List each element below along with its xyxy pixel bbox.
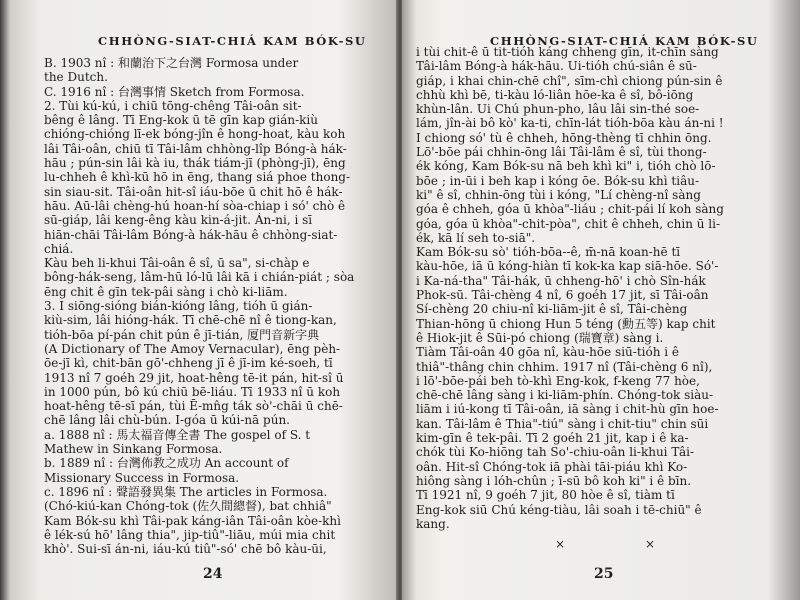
text-line: i lō'-bōe-pái beh tò-khì Eng-kok, f-keng 77 hòe, xyxy=(416,373,700,388)
text-line: hāu. Aū-lâi chèng-hú hoan-hí sòa-chiap i só' chò ê xyxy=(44,198,346,213)
text-line: hiān-chāi Tâi-lâm Bóng-à hák-hāu ê chhòng-siat- xyxy=(44,227,338,242)
text-line: sū-giáp, lâi keng-êng kàu kin-á-jit. Án-ni, i sī xyxy=(44,213,313,228)
text-line: lu-chheh ê khì-kū hō in ēng, thang siá phoe thong- xyxy=(44,170,351,185)
text-line: Tâi-lâm Bóng-à hák-hāu. Ui-tióh chú-siân ê sū- xyxy=(416,59,697,74)
text-line: Kàu beh li-khui Tâi-oân ê sî, ū sa", si-chàp e xyxy=(44,256,310,271)
text-line: 1913 nî 7 goéh 29 jit, hoat-hêng tē-it pán, hit-sî ū xyxy=(44,370,344,385)
text-line: góa ê chheh, góa ū khòa"-liáu ; chit-pái lí koh sàng xyxy=(416,202,724,217)
text-line: Tī 1921 nî, 9 goéh 7 jit, 80 hòe ê sî, tiàm tī xyxy=(416,488,675,503)
page-number: 25 xyxy=(594,566,614,582)
text-line: Eng-kok siū Chú kéng-tiàu, lâi soah i tē-chiū" ê xyxy=(416,502,702,517)
text-line: a. 1888 nî : 馬太福音傳全書 The gospel of S. t xyxy=(44,427,311,442)
left-page xyxy=(0,0,398,600)
right-page xyxy=(402,0,800,600)
text-line: Tiàm Tâi-oân 40 gōa nî, kàu-hōe siū-tióh i ê xyxy=(416,345,680,360)
text-line: i Ka-ná-tha" Tâi-hák, ū chheng-hō' i chò Sîn-hák xyxy=(416,273,706,288)
text-line: Missionary Success in Formosa. xyxy=(44,470,240,485)
text-line: liām i iú-kong tī Tâi-oân, iā sàng i chit-hù gīn hoe- xyxy=(416,402,719,417)
text-line: ék, kā lí seh to-siā". xyxy=(416,230,536,245)
text-line: hoat-hêng tē-sī pán, tùi Ē-mn̂g ták sò'-chāi ū chē- xyxy=(44,399,343,414)
text-line: thiâ"-thâng chin chhim. 1917 nî (Tâi-chèng 6 nî), xyxy=(416,359,713,374)
text-line: the Dutch. xyxy=(44,70,108,85)
cross-mark: × xyxy=(645,537,656,551)
text-line: ê Hiok-jit ê Sūi-pó chiong (瑞寶章) sàng i. xyxy=(416,330,664,345)
text-line: Mathew in Sinkang Formosa. xyxy=(44,442,223,457)
running-header: CHHÒNG-SIAT-CHIÁ KAM BÓK-SU xyxy=(98,34,367,48)
text-line: bông-hák-seng, lâm-hū ló-lū lâi kā i chián-piát ; sòa xyxy=(44,270,355,285)
text-line: lám, jîn-ài bô kò' ka-ti, chīn-lát tióh-bōa kàu án-ni ! xyxy=(416,116,724,131)
text-line: tióh-bōa pí-pán chit pún ê jī-tián, 厦門音新字典 xyxy=(44,327,320,342)
text-line: chē-chē lâng sàng i ki-liām-phín. Chóng-tok siàu- xyxy=(416,388,714,403)
text-line: Lō'-bōe pái chhin-ōng lâi Tâi-lâm ê sî, tùi thong- xyxy=(416,145,707,160)
text-line: I chiong só' tù ê chheh, hōng-thèng tī chhin ōng. xyxy=(416,130,712,145)
text-line: (A Dictionary of The Amoy Vernacular), ēng pèh- xyxy=(44,341,341,356)
text-line: ki" ê sî, chhin-ōng tùi i kóng, "Lí chèng-nî sàng xyxy=(416,187,701,202)
text-line: khùn-lân. Ui Chú phun-pho, lâu lâi sin-thé soe- xyxy=(416,102,700,117)
text-line: kang. xyxy=(416,516,450,531)
text-line: chióng-chióng lī-ek bóng-jîn ê hong-hoat, kàu koh xyxy=(44,127,346,142)
text-line: chiá. xyxy=(44,241,74,256)
text-line: i tùi chit-ê ū tit-tióh káng chheng gīn, it-chīn sàng xyxy=(416,45,719,59)
text-line: Kam Bók-su khì Tâi-pak káng-iân Tâi-oân kòe-khì xyxy=(44,513,341,528)
text-line: C. 1916 nî : 台灣事情 Sketch from Formosa. xyxy=(44,84,305,99)
text-line: kiù-sim, lâi hióng-hák. Tī chē-chē nî ê tiong-kan, xyxy=(44,313,337,328)
text-line: kim-gīn ê tek-pâi. Tī 2 goéh 21 jit, kap i ê ka- xyxy=(416,431,689,446)
text-line: ék kóng, Kam Bók-su nā beh khì ki" i, tióh chò lō- xyxy=(416,159,716,174)
text-line: c. 1896 nî : 聲語發異集 The articles in Formosa. xyxy=(44,484,328,499)
text-line: ê lék-sú hō' lâng thia", jip-tiû"-liāu, múi mia chit xyxy=(44,527,336,542)
text-line: sin siau-sit. Tâi-oân hit-sî iáu-bōe ū chit hō ê hák- xyxy=(44,184,343,199)
text-line: chhù khì bē, ti-kàu ló-liân hōe-ka ê sî, bô-iōng xyxy=(416,87,694,102)
text-line: lâi Tâi-oân, chiū tī Tâi-lâm chhòng-lîp Bóng-à hák- xyxy=(44,141,347,156)
page-number: 24 xyxy=(203,566,223,582)
text-line: Sí-chèng 20 chiu-nî ki-liām-jit ê sî, Tâi-chèng xyxy=(416,302,688,317)
text-line: 2. Tùi kú-kú, i chiū tōng-chêng Tâi-oân sit- xyxy=(44,98,302,113)
text-line: in 1000 pún, bô kú chiū bē-liáu. Tī 1933 nî ū koh xyxy=(44,384,341,399)
page-body xyxy=(416,45,786,531)
text-line: b. 1889 nî : 台灣佈教之成功 An account of xyxy=(44,456,289,471)
text-line: chē lâng lâi chù-bún. I-góa ū kúi-nā pún. xyxy=(44,413,290,428)
text-line: B. 1903 nî : 和蘭治下之台灣 Formosa under xyxy=(44,56,299,70)
text-line: góa, góa ū khòa"-chit-pòa", chit ê chheh, chin ū li- xyxy=(416,216,721,231)
text-line: kàu-hōe, iā ū kóng-hiàn tī kok-ka kap siā-hōe. Só'- xyxy=(416,259,719,274)
text-line: Thian-hōng ū chiong Hun 5 téng (勳五等) kap chit xyxy=(416,316,716,331)
text-line: bōe ; in-ūi i beh kap i kóng ōe. Bók-su khì tiâu- xyxy=(416,173,700,188)
running-header: CHHÒNG-SIAT-CHIÁ KAM BÓK-SU xyxy=(490,34,759,48)
text-line: ēng chit ê gīn tek-pâi sàng i chò ki-liām. xyxy=(44,284,288,299)
text-line: ōe-jī kì, chit-bān gō'-chheng jī ê jī-im ké-soeh, tī xyxy=(44,356,333,371)
text-line: giáp, i khai chin-chē chî", sīm-chì chiong pún-sin ê xyxy=(416,73,723,88)
text-line: (Chó-kiú-kan Chóng-tok (佐久間總督), bat chhiâ" xyxy=(44,499,332,514)
text-line: khò'. Sui-sī án-ni, iáu-kú tiû"-só' chē bô kàu-ūi, xyxy=(44,542,327,557)
text-line: hiông sàng i lóh-chûn ; ī-sū bô koh ki" i ê bīn. xyxy=(416,473,692,488)
text-line: Kam Bók-su sò' tióh-bōa--ê, m̄-nā koan-hē tī xyxy=(416,245,681,260)
text-line: 3. I siōng-sióng bián-kióng lâng, tióh ū gián- xyxy=(44,299,313,314)
text-line: bêng ê lâng. Tī Eng-kok ū tē gīn kap gián-kiù xyxy=(44,113,318,128)
page-body xyxy=(44,56,384,556)
text-line: Phok-sū. Tâi-chèng 4 nî, 6 goéh 17 jit, sī Tâi-oân xyxy=(416,288,709,303)
text-line: kan. Tâi-lâm ê Thia"-tiú" sàng i chit-tiu" chin sūi xyxy=(416,416,709,431)
text-line: hāu ; pún-sin lâi kà iu, thák tiám-jī (phòng-jī), ēng xyxy=(44,156,346,171)
text-line: chók tùi Ko-hiōng tah So'-chiu-oân li-khui Tâi- xyxy=(416,445,695,460)
text-line: oân. Hit-sî Chóng-tok iā phài tāi-piáu khì Ko- xyxy=(416,459,688,474)
cross-mark: × xyxy=(555,537,566,551)
